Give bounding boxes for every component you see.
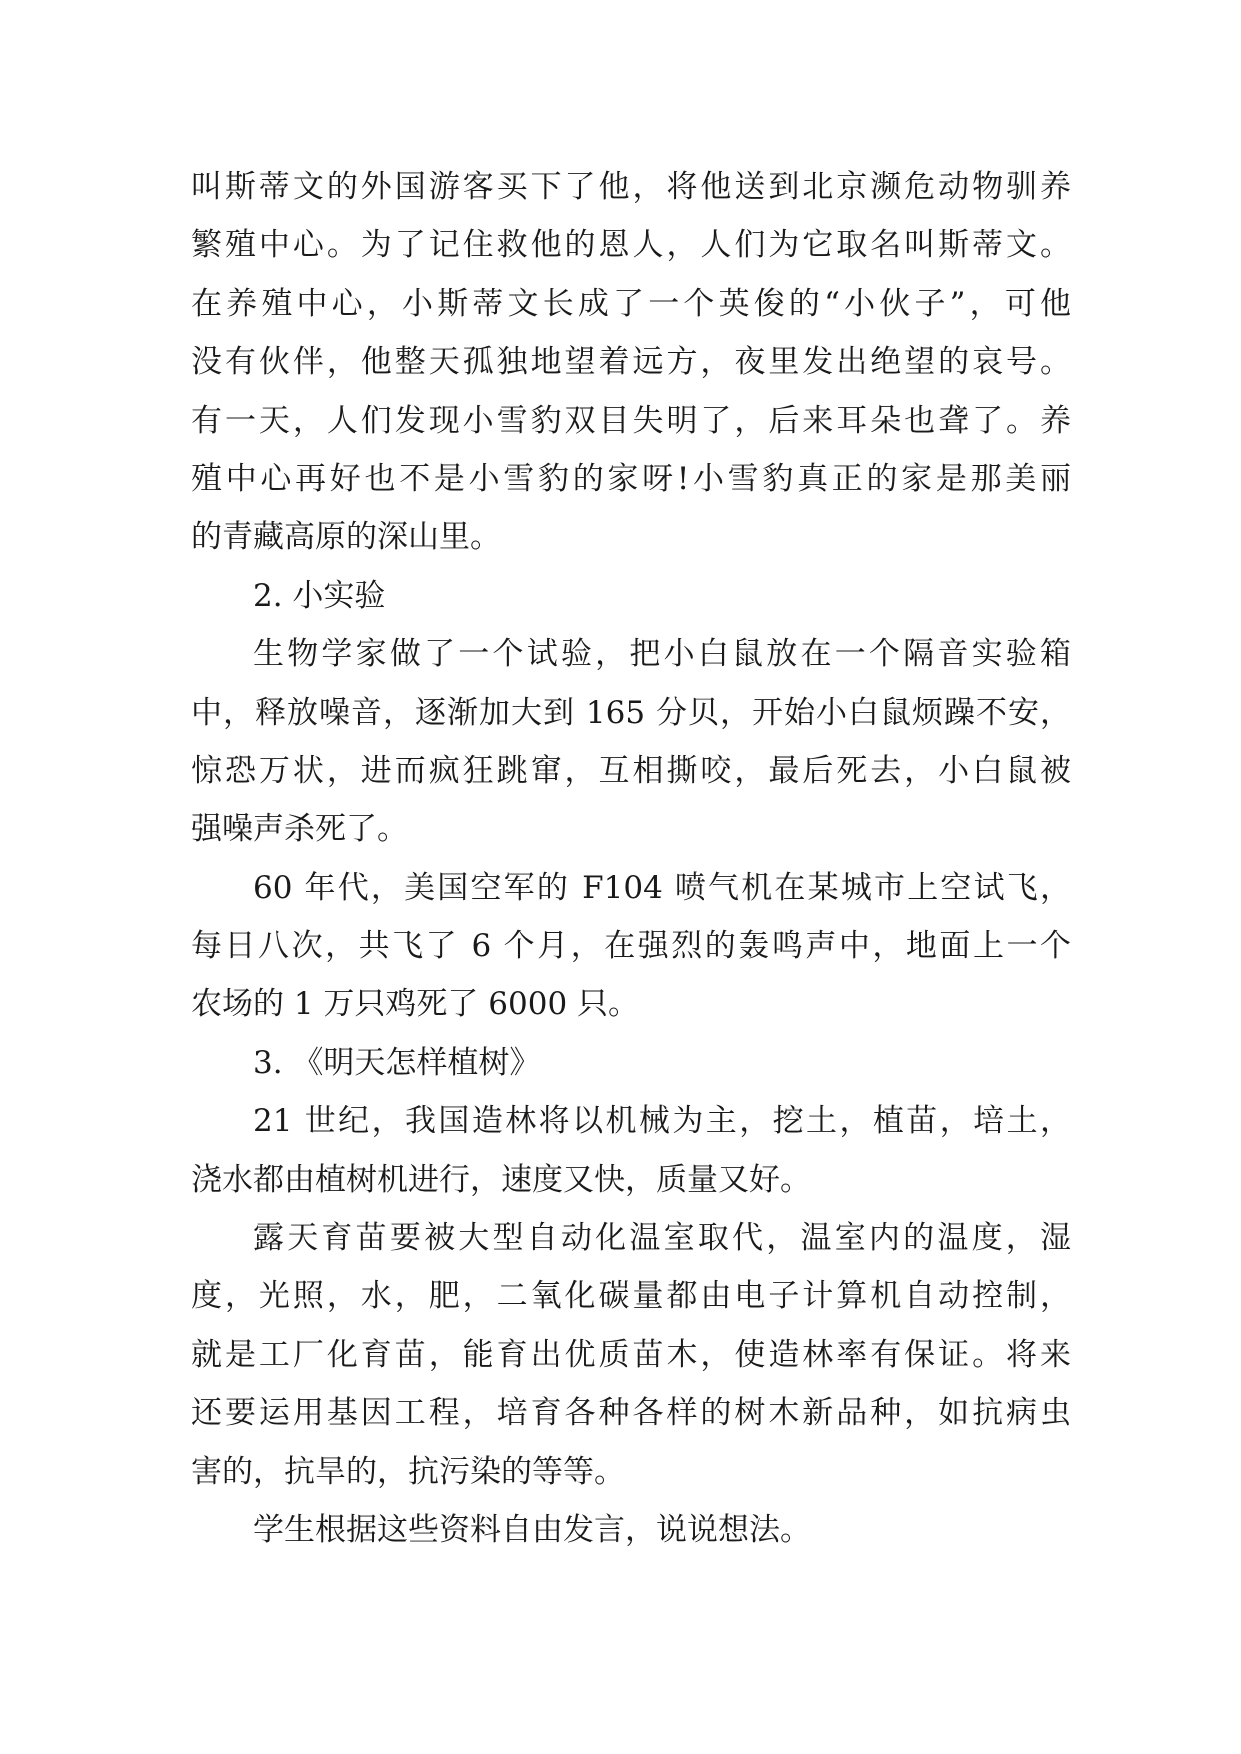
text-line: 学生根据这些资料自由发言，说说想法。 xyxy=(253,1511,811,1548)
section-heading-experiment xyxy=(191,567,1071,625)
paragraph-mice-experiment xyxy=(191,625,1071,859)
paragraph-snow-leopard xyxy=(191,158,1071,567)
text-line: 每日八次，共飞了 6 个月，在强烈的轰鸣声中，地面上一个 xyxy=(191,928,1071,965)
section-heading-tree-planting xyxy=(191,1034,1071,1092)
text-line: 没有伙伴，他整天孤独地望着远方，夜里发出绝望的哀号。 xyxy=(191,344,1071,381)
paragraph-discussion xyxy=(191,1501,1071,1559)
paragraph-machines xyxy=(191,1092,1071,1209)
text-line: 60 年代，美国空军的 F104 喷气机在某城市上空试飞， xyxy=(253,869,1071,906)
heading-text: 2. 小实验 xyxy=(253,577,386,614)
text-line: 生物学家做了一个试验，把小白鼠放在一个隔音实验箱 xyxy=(253,636,1071,673)
text-line: 惊恐万状，进而疯狂跳窜，互相撕咬，最后死去，小白鼠被 xyxy=(191,752,1071,789)
text-line: 就是工厂化育苗，能育出优质苗木，使造林率有保证。将来 xyxy=(191,1336,1071,1373)
text-line: 殖中心再好也不是小雪豹的家呀!小雪豹真正的家是那美丽 xyxy=(191,460,1071,497)
document-body xyxy=(191,158,1071,1559)
text-line: 强噪声杀死了。 xyxy=(191,811,408,848)
paragraph-greenhouse xyxy=(191,1209,1071,1501)
text-line: 还要运用基因工程，培育各种各样的树木新品种，如抗病虫 xyxy=(191,1395,1071,1432)
text-line: 浇水都由植树机进行，速度又快，质量又好。 xyxy=(191,1161,811,1198)
text-line: 有一天，人们发现小雪豹双目失明了，后来耳朵也聋了。养 xyxy=(191,402,1071,439)
text-line: 繁殖中心。为了记住救他的恩人，人们为它取名叫斯蒂文。 xyxy=(191,227,1071,264)
text-line: 害的，抗旱的，抗污染的等等。 xyxy=(191,1453,625,1490)
heading-text: 3. 《明天怎样植树》 xyxy=(253,1044,541,1081)
text-line: 叫斯蒂文的外国游客买下了他，将他送到北京濒危动物驯养 xyxy=(191,169,1071,205)
text-line: 的青藏高原的深山里。 xyxy=(191,519,501,556)
text-line: 21 世纪，我国造林将以机械为主，挖土，植苗，培土， xyxy=(253,1103,1071,1140)
text-line: 度，光照，水，肥，二氧化碳量都由电子计算机自动控制， xyxy=(191,1278,1071,1315)
text-line: 农场的 1 万只鸡死了 6000 只。 xyxy=(191,986,640,1023)
text-line: 露天育苗要被大型自动化温室取代，温室内的温度，湿 xyxy=(253,1220,1071,1257)
text-line: 在养殖中心，小斯蒂文长成了一个英俊的“小伙子”，可他 xyxy=(191,285,1071,322)
paragraph-jet-experiment xyxy=(191,859,1071,1034)
text-line: 中，释放噪音，逐渐加大到 165 分贝，开始小白鼠烦躁不安， xyxy=(191,694,1071,731)
